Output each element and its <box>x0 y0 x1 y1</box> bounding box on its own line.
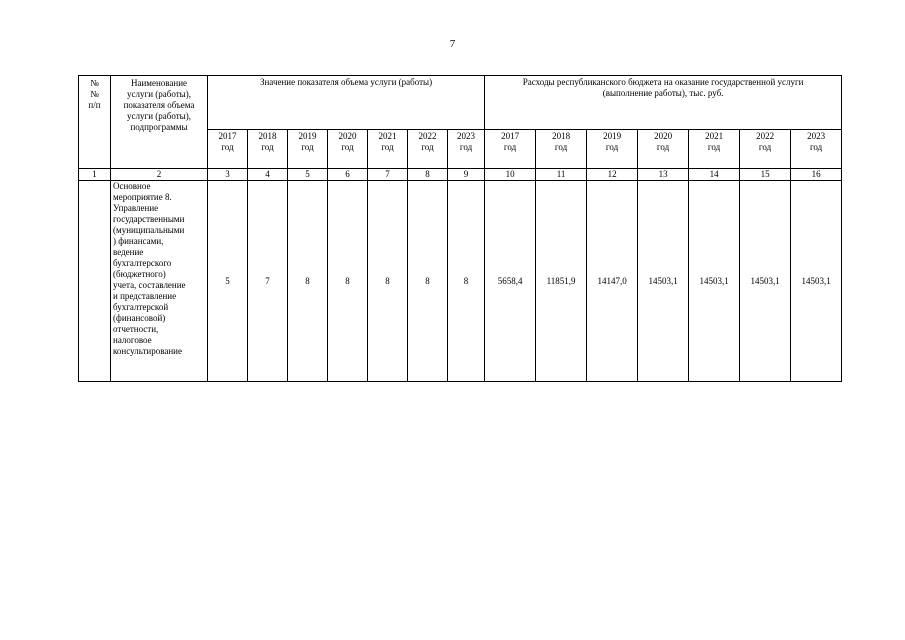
row-name <box>111 181 208 382</box>
year-suffix: год <box>707 141 721 152</box>
expense-year-header <box>689 129 740 168</box>
volume-year-header <box>288 129 328 168</box>
year-suffix: год <box>341 141 354 152</box>
header-expense-line: (выполнение работы), тыс. руб. <box>602 88 724 98</box>
column-index: 2 <box>111 169 208 181</box>
year-label: 2017 <box>218 130 237 141</box>
year-label: 2021 <box>378 130 397 141</box>
year-suffix: год <box>758 141 772 152</box>
header-volume-group: Значение показателя объема услуги (работы) <box>208 76 485 130</box>
year-label: 2018 <box>552 130 571 141</box>
year-suffix: год <box>421 141 434 152</box>
column-index: 5 <box>288 169 328 181</box>
column-index: 6 <box>328 169 368 181</box>
expense-year-header <box>536 129 587 168</box>
volume-year-header <box>408 129 448 168</box>
volume-value: 8 <box>328 181 368 382</box>
expense-value: 14147,0 <box>587 181 638 382</box>
volume-value: 8 <box>288 181 328 382</box>
expense-value: 5658,4 <box>485 181 536 382</box>
header-number-line: п/п <box>88 100 101 110</box>
volume-year-header <box>448 129 485 168</box>
volume-year-header <box>328 129 368 168</box>
year-label: 2018 <box>258 130 277 141</box>
expense-value: 14503,1 <box>638 181 689 382</box>
expense-year-header <box>638 129 689 168</box>
row-name-line: ) финансами, <box>113 236 164 246</box>
volume-year-header <box>208 129 248 168</box>
year-label: 2019 <box>603 130 622 141</box>
volume-year-header <box>368 129 408 168</box>
header-name <box>111 76 208 169</box>
year-suffix: год <box>656 141 670 152</box>
column-index: 7 <box>368 169 408 181</box>
year-suffix: год <box>809 141 823 152</box>
budget-table <box>78 75 842 382</box>
row-name-line: (финансовой) <box>113 313 166 323</box>
column-index: 4 <box>248 169 288 181</box>
year-suffix: год <box>503 141 517 152</box>
header-expense-line: Расходы республиканского бюджета на оказание государственной услуги <box>522 77 804 87</box>
header-number <box>79 76 111 169</box>
year-suffix: год <box>261 141 274 152</box>
expense-value: 14503,1 <box>689 181 740 382</box>
row-name-line: Управление <box>113 203 159 213</box>
volume-year-header <box>248 129 288 168</box>
year-label: 2022 <box>418 130 437 141</box>
header-name-line: Наименование <box>130 78 188 88</box>
row-name-line: Основное <box>113 181 151 191</box>
column-index-row <box>79 169 842 181</box>
row-name-line: бухгалтерской <box>113 302 169 312</box>
header-expense-group <box>485 76 842 130</box>
year-label: 2021 <box>705 130 724 141</box>
year-label: 2023 <box>807 130 826 141</box>
year-suffix: год <box>301 141 314 152</box>
row-name-line: государственными <box>113 214 185 224</box>
row-name-line: ведение <box>113 247 144 257</box>
volume-value: 8 <box>408 181 448 382</box>
header-name-line: услуги (работы), <box>127 89 191 99</box>
row-name-line: учета, составление <box>113 280 186 290</box>
expense-year-header <box>485 129 536 168</box>
row-name-line: (бюджетного) <box>113 269 166 279</box>
page-number: 7 <box>449 38 456 50</box>
column-index: 10 <box>485 169 536 181</box>
column-index: 12 <box>587 169 638 181</box>
year-label: 2017 <box>501 130 520 141</box>
header-name-line: подпрограммы <box>130 122 188 132</box>
year-label: 2020 <box>338 130 357 141</box>
volume-value: 7 <box>248 181 288 382</box>
volume-value: 8 <box>368 181 408 382</box>
year-label: 2022 <box>756 130 775 141</box>
year-suffix: год <box>381 141 394 152</box>
row-name-line: и представление <box>113 291 177 301</box>
expense-year-header <box>740 129 791 168</box>
year-suffix: год <box>605 141 619 152</box>
expense-value: 14503,1 <box>791 181 842 382</box>
row-name-line: бухгалтерского <box>113 258 172 268</box>
table-row <box>79 181 842 382</box>
column-index: 8 <box>408 169 448 181</box>
year-suffix: год <box>554 141 568 152</box>
header-number-line: № <box>90 89 99 99</box>
volume-value: 8 <box>448 181 485 382</box>
year-label: 2019 <box>298 130 317 141</box>
column-index: 3 <box>208 169 248 181</box>
volume-value: 5 <box>208 181 248 382</box>
column-index: 9 <box>448 169 485 181</box>
column-index: 11 <box>536 169 587 181</box>
row-name-line: (муниципальными <box>113 225 185 235</box>
expense-year-header <box>587 129 638 168</box>
expense-year-header <box>791 129 842 168</box>
column-index: 14 <box>689 169 740 181</box>
expense-value: 14503,1 <box>740 181 791 382</box>
year-suffix: год <box>459 141 473 152</box>
column-index: 15 <box>740 169 791 181</box>
row-number <box>79 181 111 382</box>
year-label: 2020 <box>654 130 673 141</box>
header-row-top <box>79 76 842 130</box>
expense-value: 11851,9 <box>536 181 587 382</box>
row-name-line: консультирование <box>113 346 182 356</box>
row-name-line: мероприятие 8. <box>113 192 172 202</box>
year-suffix: год <box>221 141 234 152</box>
column-index: 16 <box>791 169 842 181</box>
year-label: 2023 <box>457 130 476 141</box>
column-index: 13 <box>638 169 689 181</box>
column-index: 1 <box>79 169 111 181</box>
header-name-line: услуги (работы), <box>127 111 191 121</box>
row-name-line: налоговое <box>113 335 152 345</box>
header-number-line: № <box>90 78 99 88</box>
row-name-line: отчетности, <box>113 324 159 334</box>
header-name-line: показателя объема <box>123 100 195 110</box>
